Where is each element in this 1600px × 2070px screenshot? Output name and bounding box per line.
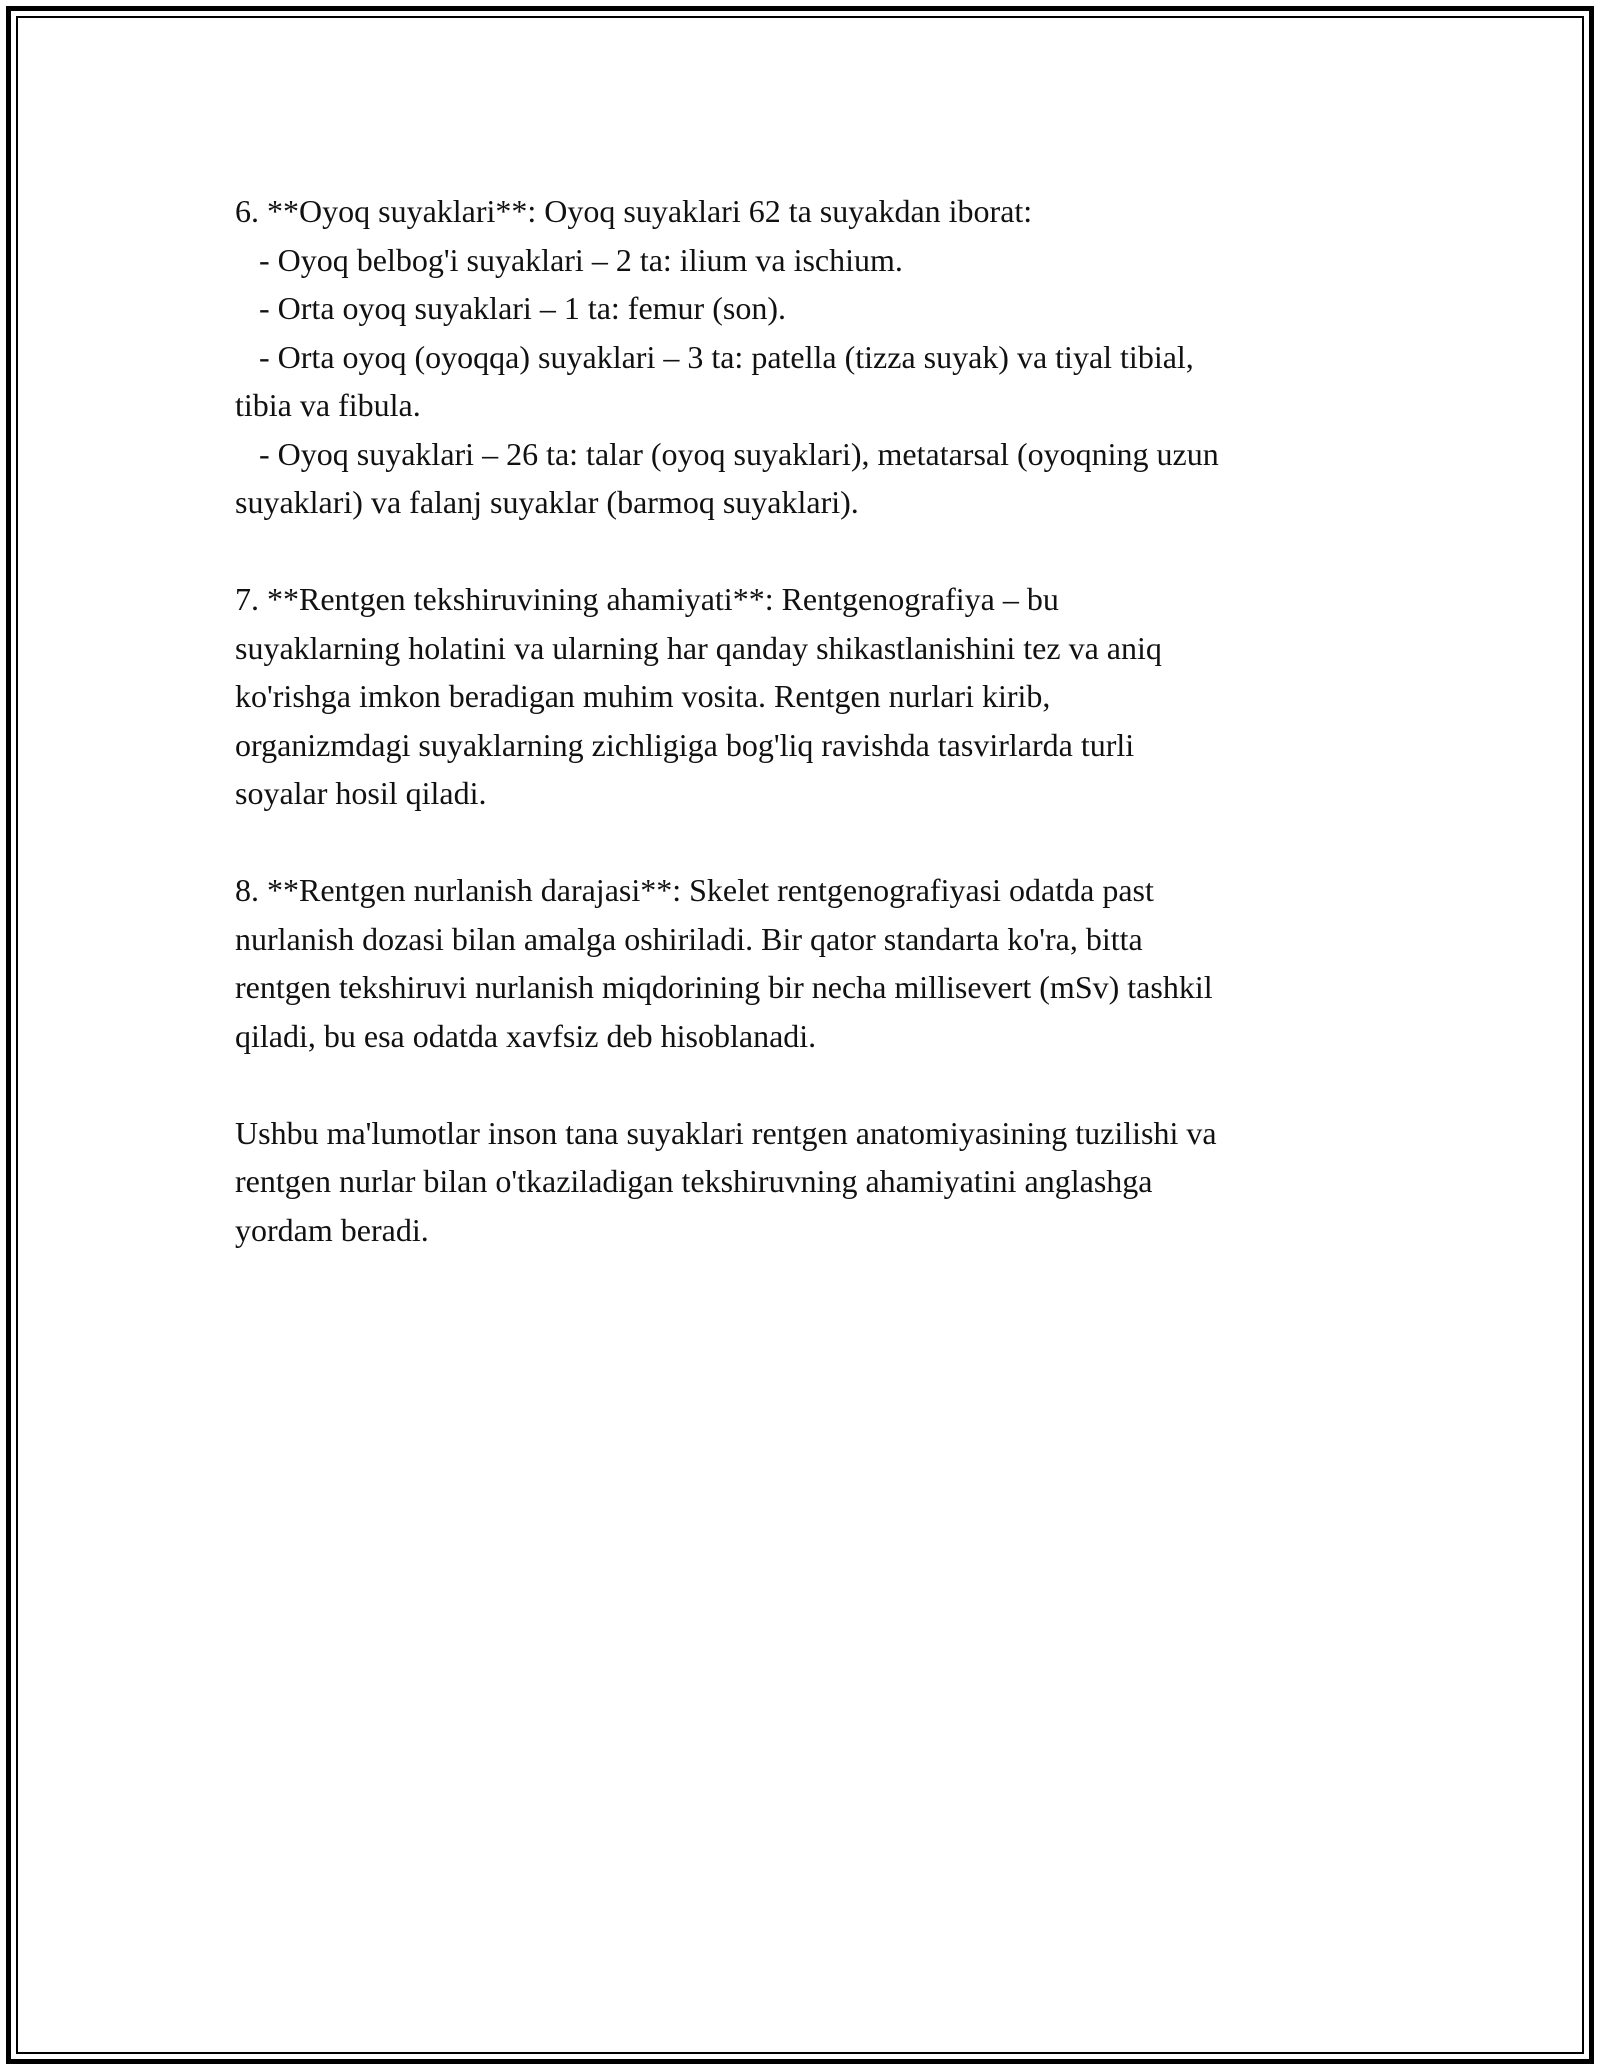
paragraph-line: nurlanish dozasi bilan amalga oshiriladi. Bir qator standarta ko'ra, bitta bbox=[235, 920, 1143, 957]
paragraph-line: soyalar hosil qiladi. bbox=[235, 775, 487, 811]
paragraph-gap bbox=[235, 527, 1385, 576]
paragraph-line: qiladi, bu esa odatda xavfsiz deb hisoblanadi. bbox=[235, 1017, 817, 1054]
paragraph-line: organizmdagi suyaklarning zichligiga bog'liq ravishda tasvirlarda turli bbox=[235, 726, 1135, 763]
document-body bbox=[235, 187, 1385, 1254]
paragraph-line: 7. **Rentgen tekshiruvining ahamiyati**: Rentgenografiya – bu bbox=[235, 581, 1059, 617]
paragraph-gap bbox=[235, 818, 1385, 867]
paragraph-line: suyaklarning holatini va ularning har qanday shikastlanishini tez va aniq bbox=[235, 629, 1162, 666]
list-item-continuation: tibia va fibula. bbox=[235, 387, 421, 423]
list-item: - Orta oyoq suyaklari – 1 ta: femur (son). bbox=[235, 290, 786, 326]
list-item-continuation: suyaklari) va falanj suyaklar (barmoq suyaklari). bbox=[235, 484, 859, 520]
paragraph-line: Ushbu ma'lumotlar inson tana suyaklari rentgen anatomiyasining tuzilishi va bbox=[235, 1114, 1217, 1151]
conclusion-paragraph bbox=[235, 1109, 1385, 1255]
section-oyoq-suyaklari bbox=[235, 187, 1385, 527]
paragraph-gap bbox=[235, 1060, 1385, 1109]
paragraph-line: ko'rishga imkon beradigan muhim vosita. Rentgen nurlari kirib, bbox=[235, 678, 1051, 714]
paragraph-line: 8. **Rentgen nurlanish darajasi**: Skelet rentgenografiyasi odatda past bbox=[235, 872, 1154, 908]
list-item: - Oyoq belbog'i suyaklari – 2 ta: ilium va ischium. bbox=[235, 241, 903, 278]
section-heading: 6. **Oyoq suyaklari**: Oyoq suyaklari 62 ta suyakdan iborat: bbox=[235, 193, 1033, 229]
section-rentgen-ahamiyati bbox=[235, 575, 1385, 818]
list-item: - Orta oyoq (oyoqqa) suyaklari – 3 ta: patella (tizza suyak) va tiyal tibial, bbox=[235, 338, 1194, 375]
list-item: - Oyoq suyaklari – 26 ta: talar (oyoq suyaklari), metatarsal (oyoqning uzun bbox=[235, 435, 1219, 472]
section-nurlanish-darajasi bbox=[235, 866, 1385, 1060]
paragraph-line: rentgen tekshiruvi nurlanish miqdorining bir necha millisevert (mSv) tashkil bbox=[235, 969, 1213, 1005]
paragraph-line: yordam beradi. bbox=[235, 1211, 429, 1248]
paragraph-line: rentgen nurlar bilan o'tkaziladigan tekshiruvning ahamiyatini anglashga bbox=[235, 1163, 1153, 1199]
